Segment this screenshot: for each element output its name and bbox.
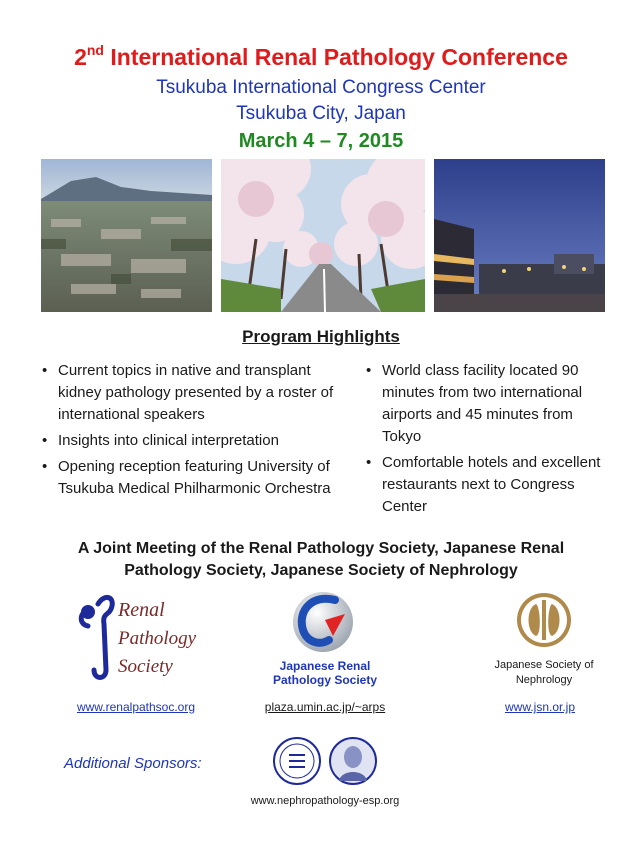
bullet-icon: • — [42, 362, 48, 379]
title-ordinal: 2 — [74, 44, 87, 70]
japanese-society-of-nephrology-logo — [472, 590, 612, 688]
highlight-text: Current topics in native and transplant kidney pathology presented by a roster of international speakers — [58, 362, 334, 423]
portrait-medallion-icon — [330, 738, 376, 784]
title-ordinal-suffix: nd — [86, 42, 104, 58]
list-item — [40, 360, 340, 426]
bullet-icon: • — [42, 458, 48, 475]
jrps-logo-line-1: Japanese Renal — [279, 659, 371, 673]
esp-sponsor-logos — [271, 735, 381, 787]
congress-center-evening-photo — [434, 159, 605, 312]
cherry-blossom-avenue-photo — [221, 159, 425, 312]
venue-name: Tsukuba International Congress Center — [156, 77, 486, 98]
list-item — [364, 452, 609, 518]
jsn-logo-line-1: Japanese Society of — [494, 659, 594, 671]
bullet-icon: • — [42, 432, 48, 449]
list-item — [40, 456, 340, 500]
rps-logo-line-1: Renal — [118, 599, 165, 621]
aerial-city-photo — [41, 159, 212, 312]
venue-city: Tsukuba City, Japan — [236, 103, 406, 124]
jrps-website-link[interactable]: plaza.umin.ac.jp/~arps — [264, 700, 386, 714]
rps-logo-line-3: Society — [118, 656, 173, 677]
joint-meeting-statement: A Joint Meeting of the Renal Pathology Society, Japanese Renal Pathology Society, Japanese Society of Nephrology — [77, 540, 565, 579]
title-text: International Renal Pathology Conference — [103, 44, 568, 70]
esp-seal-icon — [274, 738, 320, 784]
program-highlights-heading: Program Highlights — [242, 327, 400, 346]
conference-title — [0, 44, 642, 71]
highlight-text: Comfortable hotels and excellent restaurants next to Congress Center — [382, 454, 601, 515]
conference-dates: March 4 – 7, 2015 — [238, 130, 404, 152]
jsn-logo-line-2: Nephrology — [515, 674, 573, 686]
bullet-icon: • — [366, 454, 372, 471]
list-item — [364, 360, 609, 448]
jsn-website-link[interactable]: www.jsn.or.jp — [504, 700, 576, 714]
highlight-text: Opening reception featuring University of Tsukuba Medical Philharmonic Orchestra — [58, 458, 331, 497]
rps-website-link[interactable]: www.renalpathsoc.org — [76, 700, 196, 714]
highlights-right-column — [364, 360, 609, 522]
bullet-icon: • — [366, 362, 372, 379]
renal-pathology-society-logo — [66, 590, 206, 685]
highlight-text: Insights into clinical interpretation — [58, 432, 279, 449]
highlight-text: World class facility located 90 minutes from two international airports and 45 minutes from Tokyo — [382, 362, 583, 445]
rps-logo-line-2: Pathology — [118, 628, 197, 649]
highlights-left-column — [40, 360, 340, 504]
japanese-renal-pathology-society-logo — [255, 590, 395, 688]
jrps-logo-line-2: Pathology Society — [272, 673, 378, 687]
list-item — [40, 430, 340, 452]
additional-sponsors-label: Additional Sponsors: — [64, 755, 202, 772]
esp-website-url[interactable]: www.nephropathology-esp.org — [250, 795, 400, 807]
